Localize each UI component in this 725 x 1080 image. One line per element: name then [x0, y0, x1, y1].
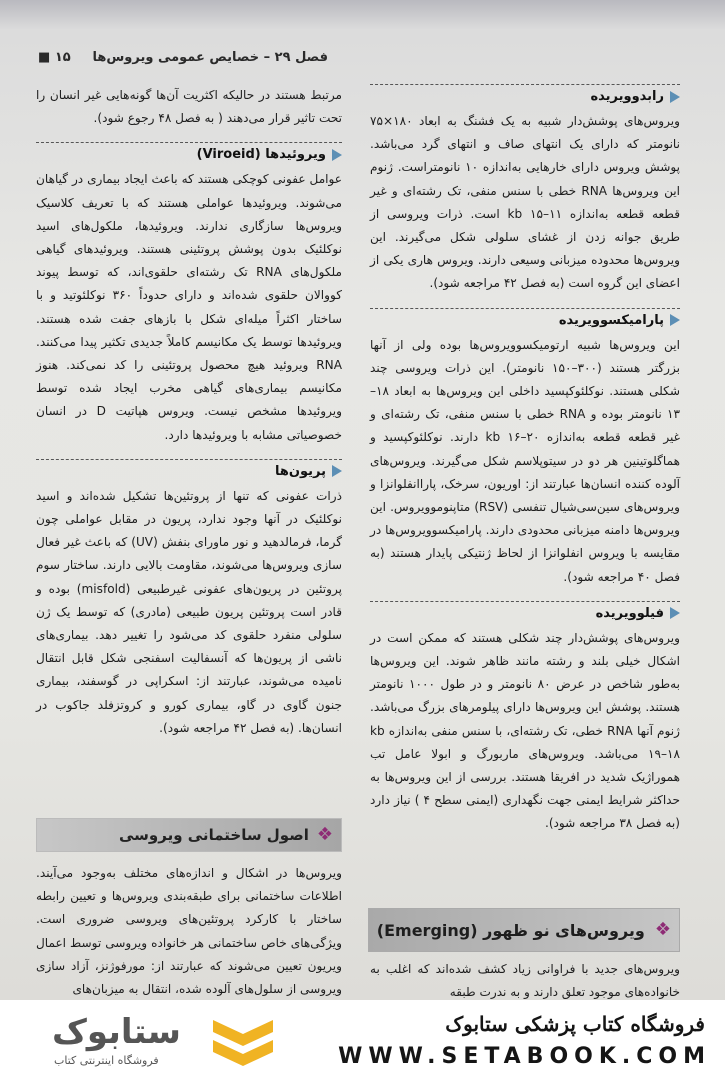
paramyxo-paragraph: این ویروس‌ها شبیه ارتومیکسوویروس‌ها بوده ولی از آنها بزرگتر هستند (۳۰۰–۱۵۰ نانومتر). این ذرات ویروسی چند شکلی هستند. نوکلئوکپسید داخلی این ویروس‌ها به ابعاد ۱۸–۱۳ نانومتر بوده و RNA خطی با سنس منفی، تک رشته‌ای و غیر قطعه قطعه به‌اندازه kb ۱۶–۲۰ دارند. نوکلئوکپسید و هماگلوتینین هر دو در سیتوپلاسم شکل می‌گیرند. ویروس‌های آلوده کننده انسان‌ها عبارتند از: اوریون، سرخک، پاراانفلوانزا و ویروس‌های سین‌سی‌شیال تنفسی (RSV) متاپنوموویروس. این ویروس‌ها دامنه میزبانی محدودی دارند. پارامیکسوویروس‌ها در مقایسه با ویروس انفلوانزا از لحاظ ژنتیکی پایدار هستند (به فصل ۴۰ مراجعه شود).	[370, 337, 680, 584]
chevron-logo-icon	[208, 1012, 278, 1072]
running-header	[38, 50, 328, 65]
section-heading-rhabdo: رابدوویریده	[370, 89, 680, 104]
section-divider	[370, 308, 680, 309]
diamond-ornament-icon: ❖	[316, 824, 333, 845]
section-heading-filo: فیلوویریده	[370, 606, 680, 621]
section-heading-paramyxo: پارامیکسوویریده	[370, 313, 680, 328]
section-divider	[36, 459, 342, 460]
section-divider	[370, 601, 680, 602]
section-banner-emerging: ❖ ویروس‌های نو ظهور (Emerging)	[368, 908, 680, 952]
page-number: ۱۵ ■	[38, 50, 71, 65]
viroids-paragraph: عوامل عفونی کوچکی هستند که باعث ایجاد بیماری در گیاهان می‌شوند. ویروئیدها عواملی هستند که با تعریف کلاسیک ویروس‌ها سازگاری ندارند. ویروئیدها، ملکول‌های اسید نوکلئیک بدون پوشش پروتئینی هستند. ویروئیدهای گیاهی ملکول‌های RNA تک رشته‌ای حلقوی‌اند، که توسط پیوند کووالان حلقوی شده‌اند و دارای حدوداً ۳۶۰ نوکلئوتید و با ساختار اکثراً میله‌ای شکل با بازهای جفت شده هستند. ویروئیدها توسط یک مکانیسم کاملاً جدیدی تکثیر پیدا می‌کنند. RNA ویروئید هیچ محصول پروتئینی را کد نمی‌کند. هنوز مکانیسم بیماری‌های گیاهی مخرب ایجاد شده توسط ویروئیدها مشخص نیست. ویروس هپاتیت D در انسان خصوصیاتی مشابه با ویروئیدها دارد.	[36, 172, 343, 442]
filo-paragraph: ویروس‌های پوشش‌دار چند شکلی هستند که ممکن است در اشکال خیلی بلند و رشته مانند ظاهر شوند. این ویروس‌ها به‌طور شاخص در عرض ۸۰ نانومتر و در طول ۱۰۰۰ نانومتر هستند. پوشش این ویروس‌ها دارای پیلومرهای بزرگ می‌باشد. ژنوم آنها RNA خطی، تک رشته‌ای، با سنس منفی به‌اندازه kb ۱۹–۱۸ می‌باشد. ویروس‌های ماربورگ و ابولا عامل تب هموراژیک شدید در افریقا هستند. بررسی از این ویروس‌ها به حداکثر شرایط ایمنی جهت نگهداری (ایمنی سطح ۴ ) نیاز دارد (به فصل ۳۸ مراجعه شود).	[370, 630, 681, 831]
left-column	[36, 84, 342, 740]
logo-subtitle: فروشگاه اینترنتی کتاب	[54, 1054, 159, 1067]
section-divider	[370, 84, 680, 85]
triangle-bullet-icon	[670, 607, 680, 619]
section-divider	[36, 142, 342, 143]
structure-paragraph: ویروس‌ها در اشکال و اندازه‌های مختلف به‌وجود می‌آیند. اطلاعات ساختمانی برای طبقه‌بندی ویروس‌ها و تعیین رابطه ساختار با کارکرد پروتئین‌های ویروسی ضروری است. ویژگی‌های خاص ساختمانی هر خانواده ویروسی توسط اعمال ویریون تعیین می‌شوند که عبارتند از: مورفوژنز، آزاد سازی ویروسی از سلول‌های آلوده شده، انتقال به میزبان‌های	[36, 866, 342, 997]
triangle-bullet-icon	[670, 314, 680, 326]
right-column	[370, 84, 680, 836]
structure-column	[36, 862, 342, 1000]
store-logo[interactable]	[12, 1010, 342, 1072]
emerging-paragraph: ویروس‌های جدید با فراوانی زیاد کشف شده‌اند که اغلب به خانواده‌های موجود تعلق دارند و به ندرت طبقه	[370, 962, 680, 1000]
shop-name: فروشگاه کتاب پزشکی ستابوک	[445, 1012, 705, 1036]
website-link[interactable]: WWW.SETABOOK.COM	[338, 1044, 711, 1069]
chapter-title: فصل ۲۹ – خصایص عمومی ویروس‌ها	[92, 50, 328, 65]
section-heading-viroids: ویروئیدها (Viroeid)	[36, 147, 342, 162]
prions-paragraph: ذرات عفونی که تنها از پروتئین‌ها تشکیل شده‌اند و اسید نوکلئیک در آنها وجود ندارد، پریون در مقابل عواملی چون گرما، فرمالدهید و نور ماورای بنفش (UV) که باعث غیر فعال سازی ویروس‌ها می‌شوند، مقاومت بالایی دارند. ساختار سوم پروتئین در پریون‌های عفونی غیرطبیعی (misfold) بوده و قادر است پروتئین پریون طبیعی (مادری) که توسط یک ژن سلولی منفرد حلقوی کد می‌شود را تغییر دهد. بیماری‌های ناشی از پریون‌ها که آنسفالیت اسفنجی شکل قابل انتقال نامیده می‌شوند، عبارتند از: اسکراپی در گوسفند، بیماری جنون گاوی در گاو، بیماری کورو و کروتزفلد جاکوب در انسان‌ها. (به فصل ۴۲ مراجعه شود).	[36, 488, 342, 735]
section-heading-prions: پریون‌ها	[36, 464, 342, 479]
emerging-column	[370, 958, 680, 1000]
triangle-bullet-icon	[332, 465, 342, 477]
triangle-bullet-icon	[670, 91, 680, 103]
section-banner-structure: ❖ اصول ساختمانی ویروسی	[36, 818, 342, 852]
logo-wordmark: ستابوک	[52, 1012, 181, 1052]
triangle-bullet-icon	[332, 149, 342, 161]
intro-paragraph: مرتبط هستند در حالیکه اکثریت آن‌ها گونه‌هایی غیر انسان را تحت تاثیر قرار می‌دهند ( به فصل ۴۸ رجوع شود).	[36, 88, 342, 126]
store-footer	[0, 1000, 725, 1080]
rhabdo-paragraph: ویروس‌های پوشش‌دار شبیه به یک فشنگ به ابعاد ۱۸۰×۷۵ نانومتر که دارای یک انتهای صاف و انتهای گرد می‌باشد. پوشش ویروس دارای خارهایی به‌اندازه ۱۰ نانومتراست. ژنوم این ویروس‌ها RNA خطی با سنس منفی، تک رشته‌ای و غیر قطعه قطعه به‌اندازه kb ۱۵–۱۱ است. ذرات ویروسی از طریق جوانه زدن از غشای سلولی شکل می‌گیرند. این ویروس‌ها محدوده میزبانی وسیعی دارند. ویروس هاری یکی از اعضای این گروه است (به فصل ۴۲ مراجعه شود).	[370, 114, 681, 291]
diamond-ornament-icon: ❖	[654, 919, 671, 940]
